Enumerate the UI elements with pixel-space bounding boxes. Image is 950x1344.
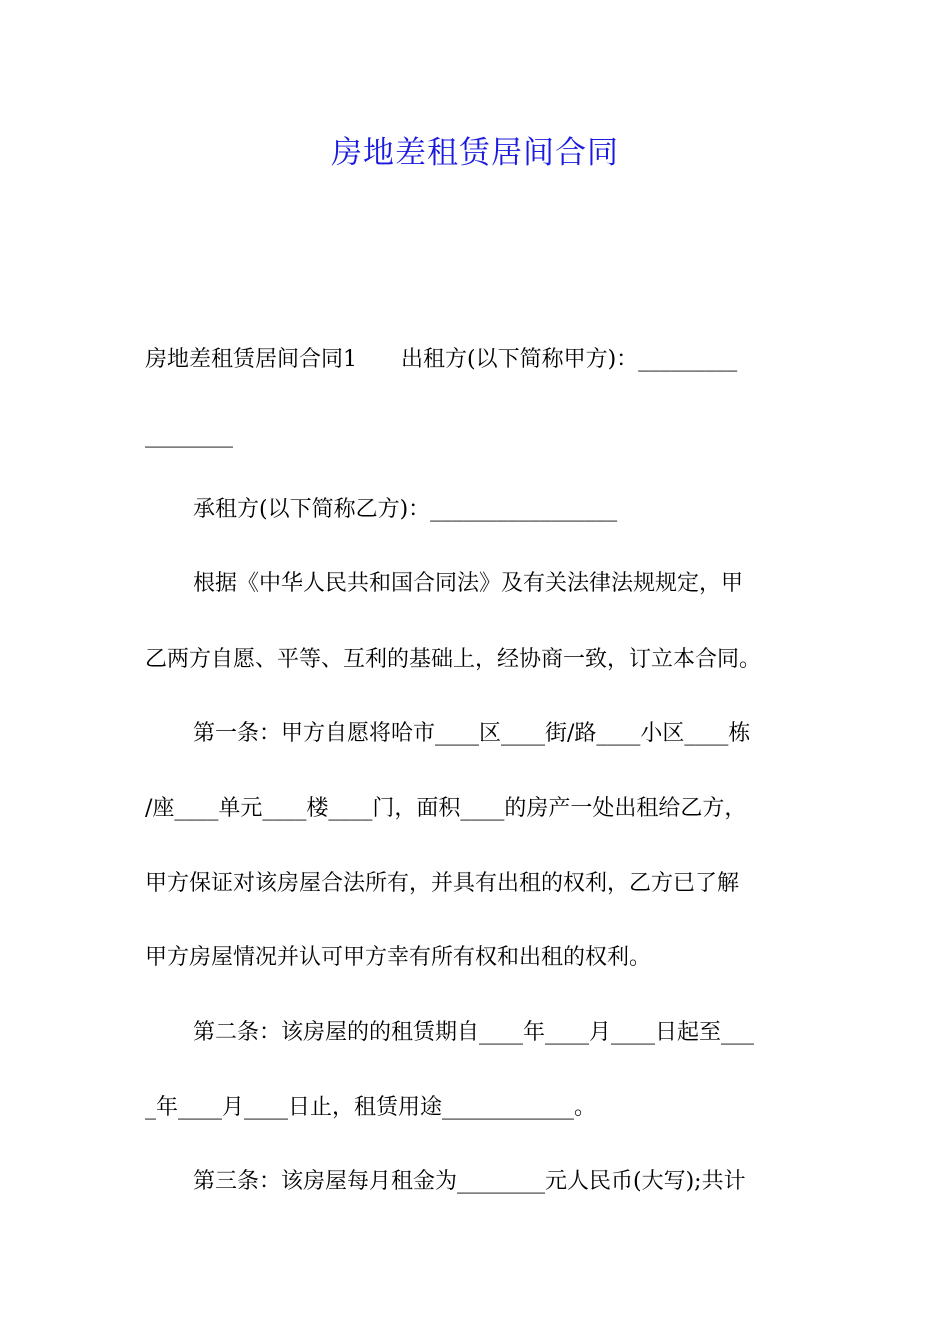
document-title: 房地差租赁居间合同 <box>331 135 619 171</box>
article-1-line-2: /座____单元____楼____门，面积____的房产一处出租给乙方， <box>145 796 747 821</box>
article-1-line-4: 甲方房屋情况并认可甲方幸有所有权和出租的权利。 <box>145 945 652 970</box>
preamble-line-2: 乙两方自愿、平等、互利的基础上，经协商一致，订立本合同。 <box>145 647 762 672</box>
article-3-line-1: 第三条：该房屋每月租金为________元人民币(大写);共计 <box>193 1169 746 1194</box>
article-2-line-2: _年____月____日止，租赁用途____________。 <box>145 1095 597 1120</box>
preamble-line-1: 根据《中华人民共和国合同法》及有关法律法规规定，甲 <box>193 571 744 596</box>
contract-heading-line: 房地差租赁居间合同1 出租方(以下简称甲方)：_________ <box>145 347 738 372</box>
article-1-line-1: 第一条：甲方自愿将哈市____区____街/路____小区____栋 <box>193 721 751 746</box>
lessor-blank-continuation: ________ <box>145 423 233 448</box>
article-1-line-3: 甲方保证对该房屋合法所有，并具有出租的权利，乙方已了解 <box>145 871 740 896</box>
lessee-line: 承租方(以下简称乙方)：_________________ <box>193 497 618 522</box>
article-2-line-1: 第二条：该房屋的的租赁期自____年____月____日起至___ <box>193 1020 755 1045</box>
